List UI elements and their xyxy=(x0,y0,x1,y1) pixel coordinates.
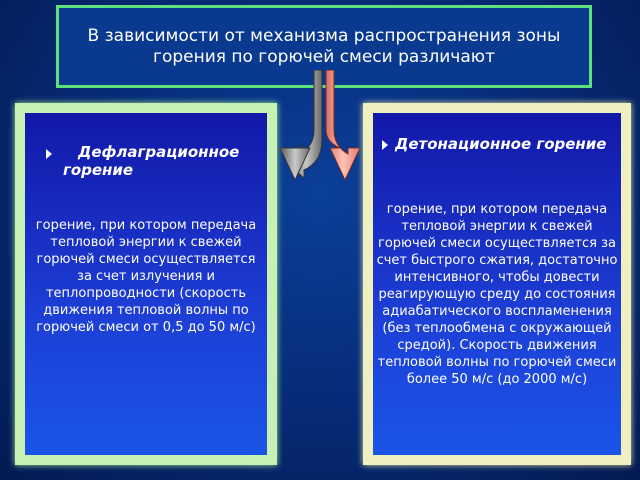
deflagration-panel-inner xyxy=(25,113,267,455)
deflagration-heading: Дефлаграционное горение xyxy=(63,143,240,179)
right-arrow-icon xyxy=(326,70,360,180)
detonation-heading: Детонационное горение xyxy=(395,135,607,153)
detonation-description: горение, при котором передача тепловой энергии к свежей горючей смеси осуществляется за счет быстрого сжатия, достаточно интенсивного, чтобы довести реагирующую среду до состояния адиабатического воспламенения (без теплообмена с окружающей средой). Скорость движения тепловой волны по горючей смеси более 50 м/с (до 2000 м/с) xyxy=(376,202,618,387)
bullet-icon xyxy=(382,140,388,150)
detonation-panel-inner xyxy=(373,113,621,455)
slide-title-text: В зависимости от механизма распространения зоны горения по горючей смеси различают xyxy=(87,25,561,67)
detonation-panel xyxy=(363,103,631,465)
deflagration-description: горение, при котором передача тепловой энергии к свежей горючей смеси осуществляется за счет излучения и теплопроводности (скорость движения тепловой волны по горючей смеси от 0,5 до 50 м/с) xyxy=(35,218,257,335)
deflagration-panel xyxy=(15,103,277,465)
split-arrows xyxy=(270,70,370,230)
bullet-icon xyxy=(46,149,52,159)
